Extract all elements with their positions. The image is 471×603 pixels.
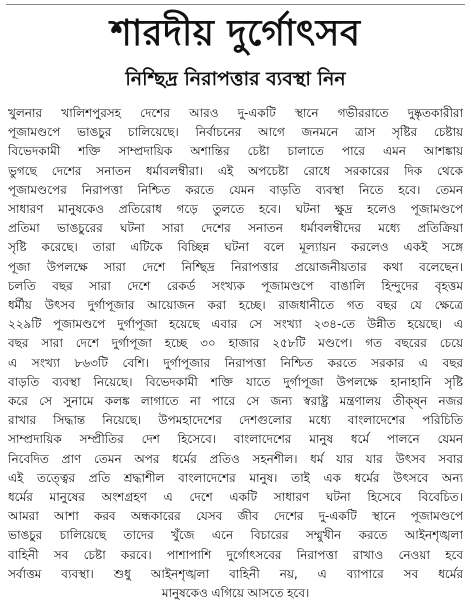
body-line: সাধারণ মানুষকেও প্রতিরোধ গড়ে তুলতে হবে। ঘটনা ক্ষুদ্র হলেও পূজামণ্ডপে [8, 202, 463, 217]
article-title: শারদীয় দুর্গোৎসব [110, 13, 361, 54]
body-line: সৃষ্টি করেছে। তারা এটিকে বিচ্ছিন্ন ঘটনা বলে মূল্যায়ন করলেও একই সঙ্গে [8, 240, 463, 255]
body-line: পূজামণ্ডপে ভাঙচুর চালিয়েছে। নির্বাচনের আগে জনমনে ত্রাস সৃষ্টির চেষ্টায় [8, 125, 463, 140]
body-line: বাড়তি ব্যবস্থা নিয়েছে। বিভেদকামী শক্তি যাতে দুর্গাপূজা উপলক্ষে হানাহানি সৃষ্টি [8, 374, 463, 389]
body-line: বিভেদকামী শক্তি সাম্প্রদায়িক অশান্তির চেষ্টা চালাতে পারে এমন আশঙ্কায় [8, 144, 463, 159]
body-line: ধর্মের মানুষের অংশগ্রহণ এ দেশে একটি সাধারণ ঘটনা হিসেবে বিবেচিত। [8, 490, 463, 505]
article-subtitle: নিশ্ছিদ্র নিরাপত্তার ব্যবস্থা নিন [125, 68, 346, 90]
body-line: আমরা আশা করব অন্ধকারের যেসব জীব দেশের দু-একটি স্থানে পূজামণ্ডপে [8, 509, 463, 524]
body-line: ভুগছে দেশের সনাতন ধর্মাবলম্বীরা। এই অপচেষ্টা রোধে সরকারের দিক থেকে [8, 163, 463, 178]
body-line-last: মানুষকেও এগিয়ে আসতে হবে। [161, 586, 310, 601]
body-line: খুলনার খালিশপুরসহ দেশের আরও দু-একটি স্থানে গভীররাতে দুষ্কৃতকারীরা [8, 106, 463, 120]
body-line: রাখার সিদ্ধান্ত নিয়েছে। উপমহাদেশের দেশগুলোর মধ্যে বাংলাদেশের পরিচিতি [8, 413, 463, 428]
body-line: প্রতিমা ভাঙচুরের ঘটনা সারা দেশের সনাতন ধর্মাবলম্বীদের মধ্যে প্রতিক্রিয়া [8, 221, 463, 236]
body-line: পূজা উপলক্ষে সারা দেশে নিশ্ছিদ্র নিরাপত্তার প্রয়োজনীয়তার কথা বলেছেন। [8, 259, 463, 274]
body-line: এ সংখ্যা ৮৬৩টি বেশি। দুর্গাপূজার নিরাপত্তা নিশ্চিত করতে সরকার এ বছর [8, 355, 463, 370]
body-line: ভাঙচুর চালিয়েছে তাদের খুঁজে এনে বিচারের সম্মুখীন করতে আইনশৃঙ্খলা [8, 528, 463, 543]
body-line: বছর সারা দেশে দুর্গাপূজা হচ্ছে ৩০ হাজার ২৫৮টি মণ্ডপে। গত বছরের চেয়ে [8, 336, 463, 351]
body-line: সাম্প্রদায়িক সম্প্রীতির দেশ হিসেবে। বাংলাদেশের মানুষ ধর্মে পালনে যেমন [8, 432, 463, 447]
article-body [8, 104, 463, 603]
body-line: করে সে সুনামে কলঙ্ক লাগাতে না পারে সে জন্য স্বরাষ্ট্র মন্ত্রণালয় তীক্ষ্ন নজর [8, 394, 463, 409]
body-line: এই তত্ত্বের প্রতি শ্রদ্ধাশীল বাংলাদেশের মানুষ। তাই এক ধর্মের উৎসবে অন্য [8, 470, 463, 485]
body-line: পূজামণ্ডপের নিরাপত্তা নিশ্চিত করতে যেমন বাড়তি ব্যবস্থা নিতে হবে। তেমন [8, 182, 463, 197]
body-line: ২২৯টি পূজামণ্ডপে দুর্গাপূজা হয়েছে এবার সে সংখ্যা ২৩৪-তে উন্নীত হয়েছে। এ [8, 317, 463, 332]
body-line: নিবেদিত প্রাণ তেমন অপর ধর্মের প্রতিও সহনশীল। ধর্ম যার যার উৎসব সবার [8, 451, 463, 466]
top-rule [6, 4, 465, 5]
body-line: সর্বাত্তম ব্যবস্থা। শুধু আইনশৃঙ্খলা বাহিনী নয়, এ ব্যাপারে সব ধর্মের [8, 566, 463, 581]
body-line: বাহিনী সব চেষ্টা করবে। পাশাপাশি দুর্গোৎসবের নিরাপত্তা রাখাও নেওয়া হবে [8, 547, 463, 562]
body-line: চলতি বছর সারা দেশে রেকর্ড সংখ্যক পূজামণ্ডপে বাঙালি হিন্দুদের বৃহত্তম [8, 278, 463, 293]
body-line: ধর্মীয় উৎসব দুর্গাপূজার আয়োজন করা হচ্ছে। রাজধানীতে গত বছর যে ক্ষেত্রে [8, 298, 463, 313]
